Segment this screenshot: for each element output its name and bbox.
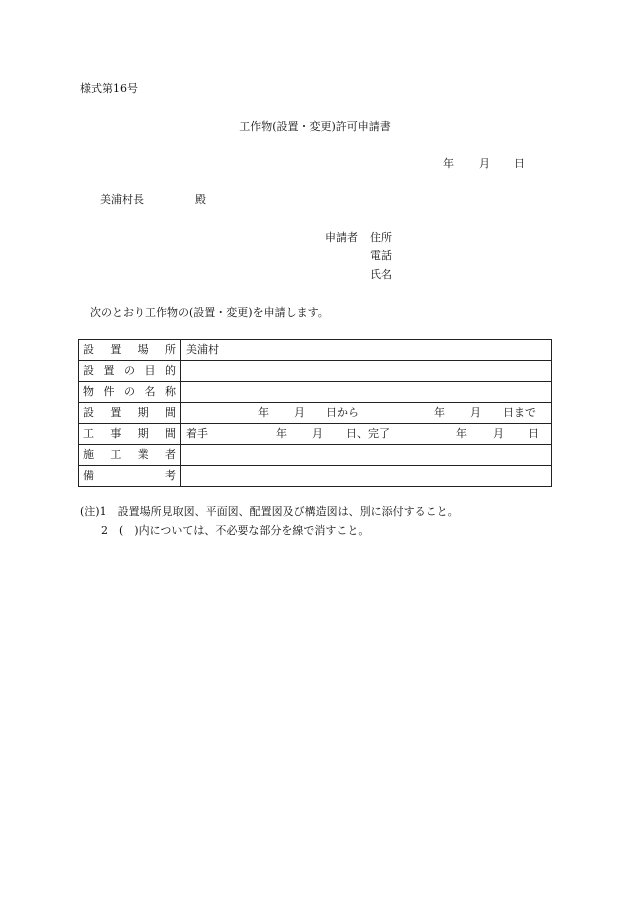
- label-char: 物: [83, 385, 94, 398]
- table-row: [79, 403, 552, 424]
- table-row: [79, 361, 552, 382]
- applicant-address-label: 住所: [370, 231, 392, 244]
- construction-start-year: 年: [276, 427, 287, 440]
- construction-end-month: 月: [493, 427, 504, 440]
- table-row: [79, 466, 552, 487]
- object-name-field[interactable]: [181, 382, 552, 403]
- label-char: 目: [144, 364, 156, 377]
- label-char: 設: [83, 343, 94, 356]
- label-char: 者: [164, 448, 176, 461]
- date-day-label: 日: [514, 157, 525, 170]
- label-char: 期: [137, 427, 149, 440]
- date-year-label: 年: [443, 157, 454, 170]
- label-char: 置: [110, 406, 122, 419]
- purpose-field[interactable]: [181, 361, 552, 382]
- label-char: 名: [144, 385, 156, 398]
- label-char: 的: [165, 364, 176, 377]
- table-row: [79, 424, 552, 445]
- row-label-construction-period: [79, 424, 181, 445]
- note-2: 2 ( )内については、不必要な部分を線で消すこと。: [101, 524, 370, 537]
- label-char: 設: [83, 364, 94, 377]
- label-char: 考: [165, 469, 176, 482]
- label-char: 施: [83, 448, 94, 461]
- date-month-label: 月: [479, 157, 490, 170]
- note-1: (注)1 設置場所見取図、平面図、配置図及び構造図は、別に添付すること。: [80, 505, 459, 518]
- applicant-label: 申請者: [325, 231, 358, 244]
- applicant-phone-label: 電話: [370, 249, 392, 262]
- label-char: 事: [110, 427, 122, 440]
- addressee-name: 美浦村長: [100, 193, 144, 206]
- contractor-field[interactable]: [181, 445, 552, 466]
- label-char: 設: [83, 406, 94, 419]
- label-char: 期: [137, 406, 149, 419]
- construction-start-day-complete: 日、完了: [346, 427, 390, 440]
- label-char: 件: [103, 385, 115, 398]
- addressee-honorific: 殿: [195, 193, 206, 206]
- construction-end-year: 年: [456, 427, 467, 440]
- row-label-installation-period: [79, 403, 181, 424]
- label-char: 工: [110, 448, 122, 461]
- location-field[interactable]: [181, 340, 552, 361]
- construction-start-month: 月: [312, 427, 323, 440]
- construction-start-label: 着手: [186, 427, 208, 440]
- label-char: 所: [164, 343, 176, 356]
- label-char: 業: [137, 448, 149, 461]
- construction-period-field[interactable]: [181, 424, 552, 445]
- label-char: 置: [103, 364, 115, 377]
- period-from-year: 年: [258, 406, 269, 419]
- period-from-month: 月: [294, 406, 305, 419]
- application-table: [78, 339, 552, 487]
- remarks-field[interactable]: [181, 466, 552, 487]
- row-label-contractor: [79, 445, 181, 466]
- label-char: の: [124, 385, 135, 398]
- label-char: 場: [137, 343, 149, 356]
- label-char: 間: [164, 406, 176, 419]
- row-label-purpose: [79, 361, 181, 382]
- period-to-day: 日まで: [503, 406, 536, 419]
- row-label-location: [79, 340, 181, 361]
- table-row: [79, 445, 552, 466]
- label-char: 置: [110, 343, 122, 356]
- label-char: 工: [83, 427, 94, 440]
- document-title: 工作物(設置・変更)許可申請書: [239, 120, 391, 133]
- label-char: 備: [83, 469, 94, 482]
- table-row: [79, 382, 552, 403]
- row-label-remarks: [79, 466, 181, 487]
- applicant-name-label: 氏名: [370, 268, 392, 281]
- period-from-day: 日から: [326, 406, 359, 419]
- period-to-year: 年: [434, 406, 445, 419]
- label-char: の: [124, 364, 135, 377]
- label-char: 間: [164, 427, 176, 440]
- intro-text: 次のとおり工作物の(設置・変更)を申請します。: [90, 306, 329, 319]
- label-char: 称: [165, 385, 176, 398]
- table-row: [79, 340, 552, 361]
- construction-end-day: 日: [528, 427, 539, 440]
- form-number: 様式第16号: [80, 82, 138, 95]
- row-label-object-name: [79, 382, 181, 403]
- installation-period-field[interactable]: [181, 403, 552, 424]
- period-to-month: 月: [470, 406, 481, 419]
- location-value: 美浦村: [186, 343, 219, 356]
